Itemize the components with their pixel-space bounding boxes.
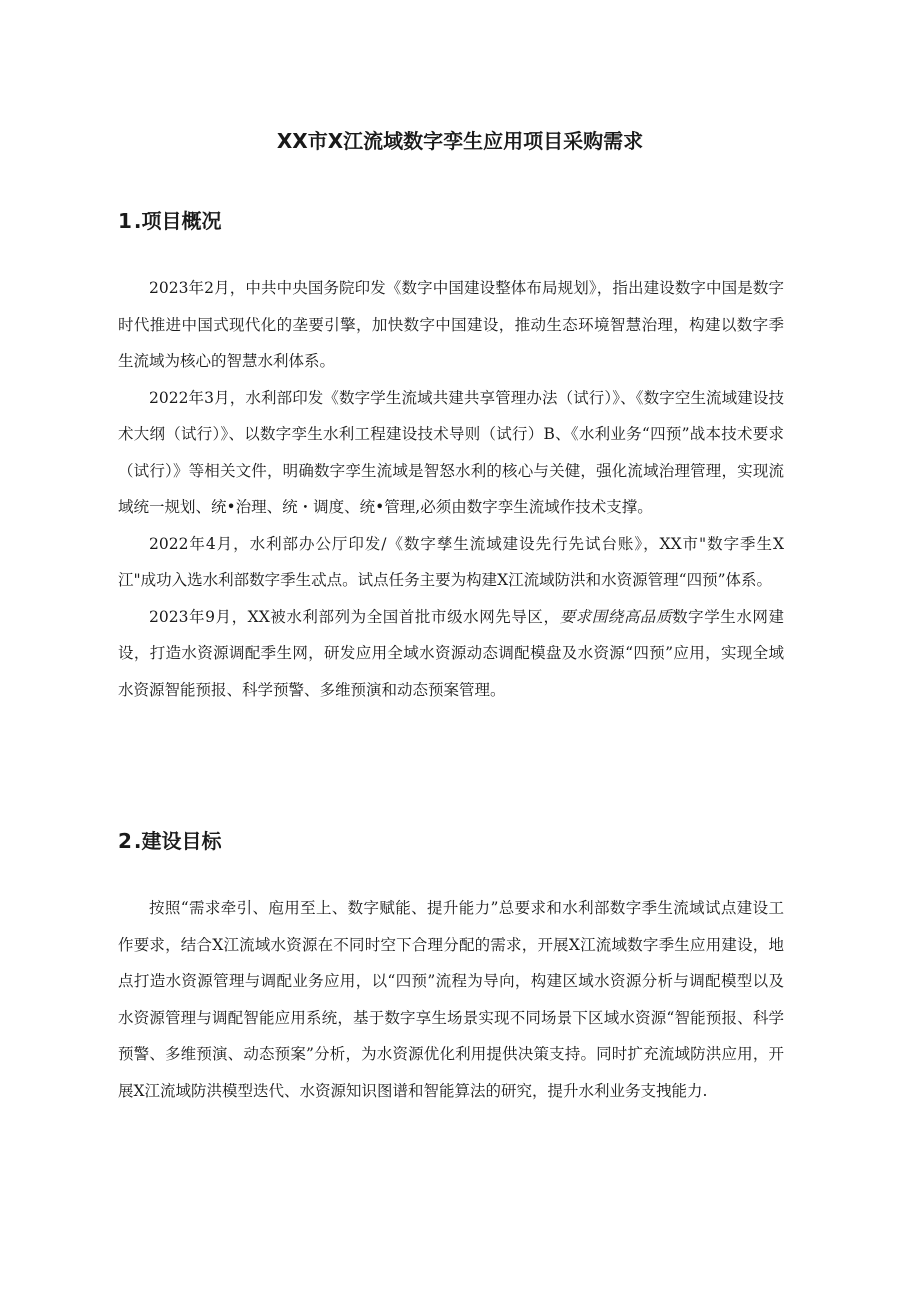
paragraph-italic-text: 要求围绕高品质 [559, 607, 673, 626]
paragraph-text: 2023年9月，XX被水利部列为全国首批市级水网先导区， [149, 607, 560, 626]
paragraph: 2022年3月，水利部印发《数字学生流域共建共享管理办法（试行）》、《数字空生流域建设技术大纲（试行）》、以数字孪生水利工程建设技术导则（试行）B、《水利业务“四预”战本技术要求（试行）》等相关文件，明确数字孪生流域是智怒水利的核心与关健，强化流域治理管理，实现流域统一规划、统•治理、统・调度、统•管理,必须由数字孪生流域作技术支撑。 [118, 388, 784, 516]
section-heading-text: .项目概况 [133, 209, 222, 233]
paragraph: 按照“需求牵引、庖用至上、数字赋能、提升能力”总要求和水利部数字季生流域试点建设工作要求，结合X江流域水资源在不同时空下合理分配的需求，开展X江流域数字季生应用建设，地点打造水资源管理与调配业务应用，以“四预”流程为导向，构建区域水资源分析与调配模型以及水资源管理与调配智能应用系统，基于数字享生场景实现不同场景下区域水资源“智能预报、科学预警、多维预演、动态预案”分析，为水资源优化利用提供决策支持。同时扩充流域防洪应用，开展X江流域防洪模型迭代、水资源知识图谱和智能算法的研究，提升水利业务支拽能力. [118, 899, 784, 1100]
section-number: 2 [118, 829, 132, 853]
section-number: 1 [118, 209, 132, 233]
section-heading-goals [118, 826, 222, 856]
paragraph: 2022年4月，水利部办公厅印发/《数字孳生流域建设先行先试台账》，XX市"数字季生X江"成功入选水利部数字季生忒点。试点任务主要为构建X江流域防洪和水资源管理“四预”体系。 [118, 534, 784, 589]
paragraph: 2023年2月，中共中央国务院印发《数字中国建设整体布局规划》，指出建设数字中国是数字时代推进中国式现代化的垄要引擎，加快数字中国建设，推动生态环境智慧治理，构建以数字季生流域为核心的智慧水利体系。 [118, 279, 784, 370]
section-body-goals [118, 890, 784, 1109]
paragraph [118, 599, 784, 709]
section-body-overview [118, 270, 784, 708]
section-heading-text: .建设目标 [133, 829, 222, 853]
document-title: XX市X江流域数字孪生应用项目采购需求 [276, 129, 644, 153]
section-heading-overview [118, 206, 222, 236]
paragraph-text: 数字学生水网建设，打造水资源调配季生网，研发应用全域水资源动态调配模盘及水资源“四预”应用，实现全域水资源智能预报、科学预警、多维预演和动态预案管理。 [118, 607, 784, 699]
